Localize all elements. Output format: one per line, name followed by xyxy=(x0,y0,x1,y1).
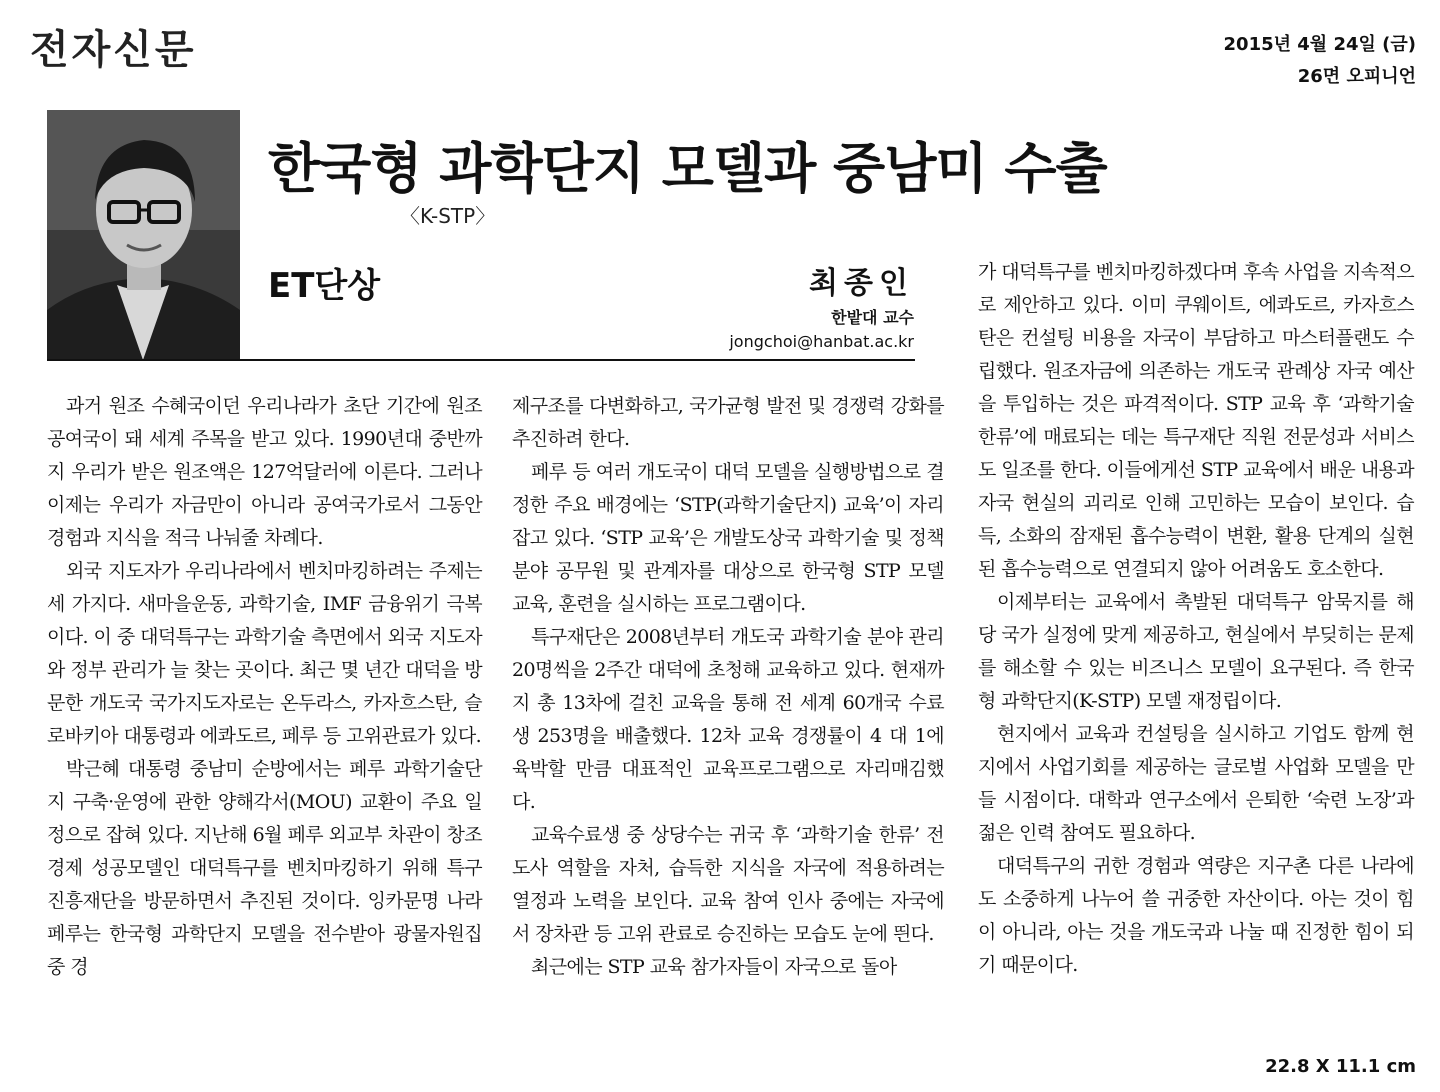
paragraph: 교육수료생 중 상당수는 귀국 후 ‘과학기술 한류’ 전도사 역할을 자처, 습득한 지식을 자국에 적용하려는 열정과 노력을 보인다. 교육 참여 인사 중에는 자국에서 장차관 등 고위 관료로 승진하는 모습도 눈에 띈다. xyxy=(512,824,944,945)
publication-page: 26면 오피니언 xyxy=(1297,66,1416,87)
paragraph: 외국 지도자가 우리나라에서 벤치마킹하려는 주제는 세 가지다. 새마을운동, 과학기술, IMF 금융위기 극복이다. 이 중 대덕특구는 과학기술 측면에서 외국 지도자와 정부 관리가 늘 찾는 곳이다. 최근 몇 년간 대덕을 방문한 개도국 국가지도자로는 온두라스, 카자흐스탄, 슬로바키아 대통령과 에콰도르, 페루 등 고위관료가 있다. xyxy=(47,560,482,747)
header-divider xyxy=(47,359,915,361)
author-email: jongchoi@hanbat.ac.kr xyxy=(729,332,914,351)
paragraph: 과거 원조 수혜국이던 우리나라가 초단 기간에 원조공여국이 돼 세계 주목을 받고 있다. 1990년대 중반까지 우리가 받은 원조액은 127억달러에 이른다. 그러나 이제는 우리가 자금만이 아니라 공여국가로서 그동안 경험과 지식을 적극 나눠줄 차례다. xyxy=(47,395,482,549)
subtitle: 〈K-STP〉 xyxy=(400,204,496,228)
article-column-3 xyxy=(978,256,1414,982)
paragraph: 이제부터는 교육에서 촉발된 대덕특구 암묵지를 해당 국가 실정에 맞게 제공하고, 현실에서 부딪히는 문제를 해소할 수 있는 비즈니스 모델이 요구된다. 즉 한국형 과학단지(K-STP) 모델 재정립이다. xyxy=(978,591,1414,712)
column-name: ET단상 xyxy=(268,266,381,306)
paragraph: 페루 등 여러 개도국이 대덕 모델을 실행방법으로 결정한 주요 배경에는 ‘STP(과학기술단지) 교육’이 자리 잡고 있다. ‘STP 교육’은 개발도상국 과학기술 및 정책 분야 공무원 및 관계자를 대상으로 한국형 STP 모델 교육, 훈련을 실시하는 프로그램이다. xyxy=(512,461,944,615)
paragraph: 제구조를 다변화하고, 국가균형 발전 및 경쟁력 강화를 추진하려 한다. xyxy=(512,395,944,450)
author-name: 최종인 xyxy=(809,266,914,301)
paragraph: 박근혜 대통령 중남미 순방에서는 페루 과학기술단지 구축·운영에 관한 양해각서(MOU) 교환이 주요 일정으로 잡혀 있다. 지난해 6월 페루 외교부 차관이 창조경제 성공모델인 대덕특구를 벤치마킹하기 위해 특구진흥재단을 방문하면서 추진된 것이다. 잉카문명 나라 페루는 한국형 과학단지 모델을 전수받아 광물자원집중 경 xyxy=(47,758,482,978)
paragraph: 특구재단은 2008년부터 개도국 과학기술 분야 관리 20명씩을 2주간 대덕에 초청해 교육하고 있다. 현재까지 총 13차에 걸친 교육을 통해 전 세계 60개국 수료생 253명을 배출했다. 12차 교육 경쟁률이 4 대 1에 육박할 만큼 대표적인 교육프로그램으로 자리매김했다. xyxy=(512,626,944,813)
author-affiliation: 한밭대 교수 xyxy=(831,308,914,327)
paragraph: 가 대덕특구를 벤치마킹하겠다며 후속 사업을 지속적으로 제안하고 있다. 이미 쿠웨이트, 에콰도르, 카자흐스탄은 컨설팅 비용을 자국이 부담하고 마스터플랜도 수립했다. 원조자금에 의존하는 개도국 관례상 자국 예산을 투입하는 것은 파격적이다. STP 교육 후 ‘과학기술 한류’에 매료되는 데는 특구재단 직원 전문성과 서비스도 일조를 한다. 이들에게선 STP 교육에서 배운 내용과 자국 현실의 괴리로 인해 고민하는 모습이 보인다. 습득, 소화의 잠재된 흡수능력이 변환, 활용 단계의 실현된 흡수능력으로 연결되지 않아 어려움도 호소한다. xyxy=(978,261,1414,580)
clipping-size-note: 22.8 X 11.1 cm xyxy=(1265,1056,1416,1077)
headline: 한국형 과학단지 모델과 중남미 수출 xyxy=(268,137,1107,200)
publication-date: 2015년 4월 24일 (금) xyxy=(1223,34,1416,55)
paragraph: 최근에는 STP 교육 참가자들이 자국으로 돌아 xyxy=(531,956,897,978)
article-column-2 xyxy=(512,390,944,984)
author-photo xyxy=(47,110,240,360)
paragraph: 대덕특구의 귀한 경험과 역량은 지구촌 다른 나라에도 소중하게 나누어 쓸 귀중한 자산이다. 아는 것이 힘이 아니라, 아는 것을 개도국과 나눌 때 진정한 힘이 되기 때문이다. xyxy=(978,855,1414,976)
article-column-1 xyxy=(47,390,482,984)
paragraph: 현지에서 교육과 컨설팅을 실시하고 기업도 함께 현지에서 사업기회를 제공하는 글로벌 사업화 모델을 만들 시점이다. 대학과 연구소에서 은퇴한 ‘숙련 노장’과 젊은 인력 참여도 필요하다. xyxy=(978,723,1414,844)
newspaper-masthead: 전자신문 xyxy=(30,27,197,73)
